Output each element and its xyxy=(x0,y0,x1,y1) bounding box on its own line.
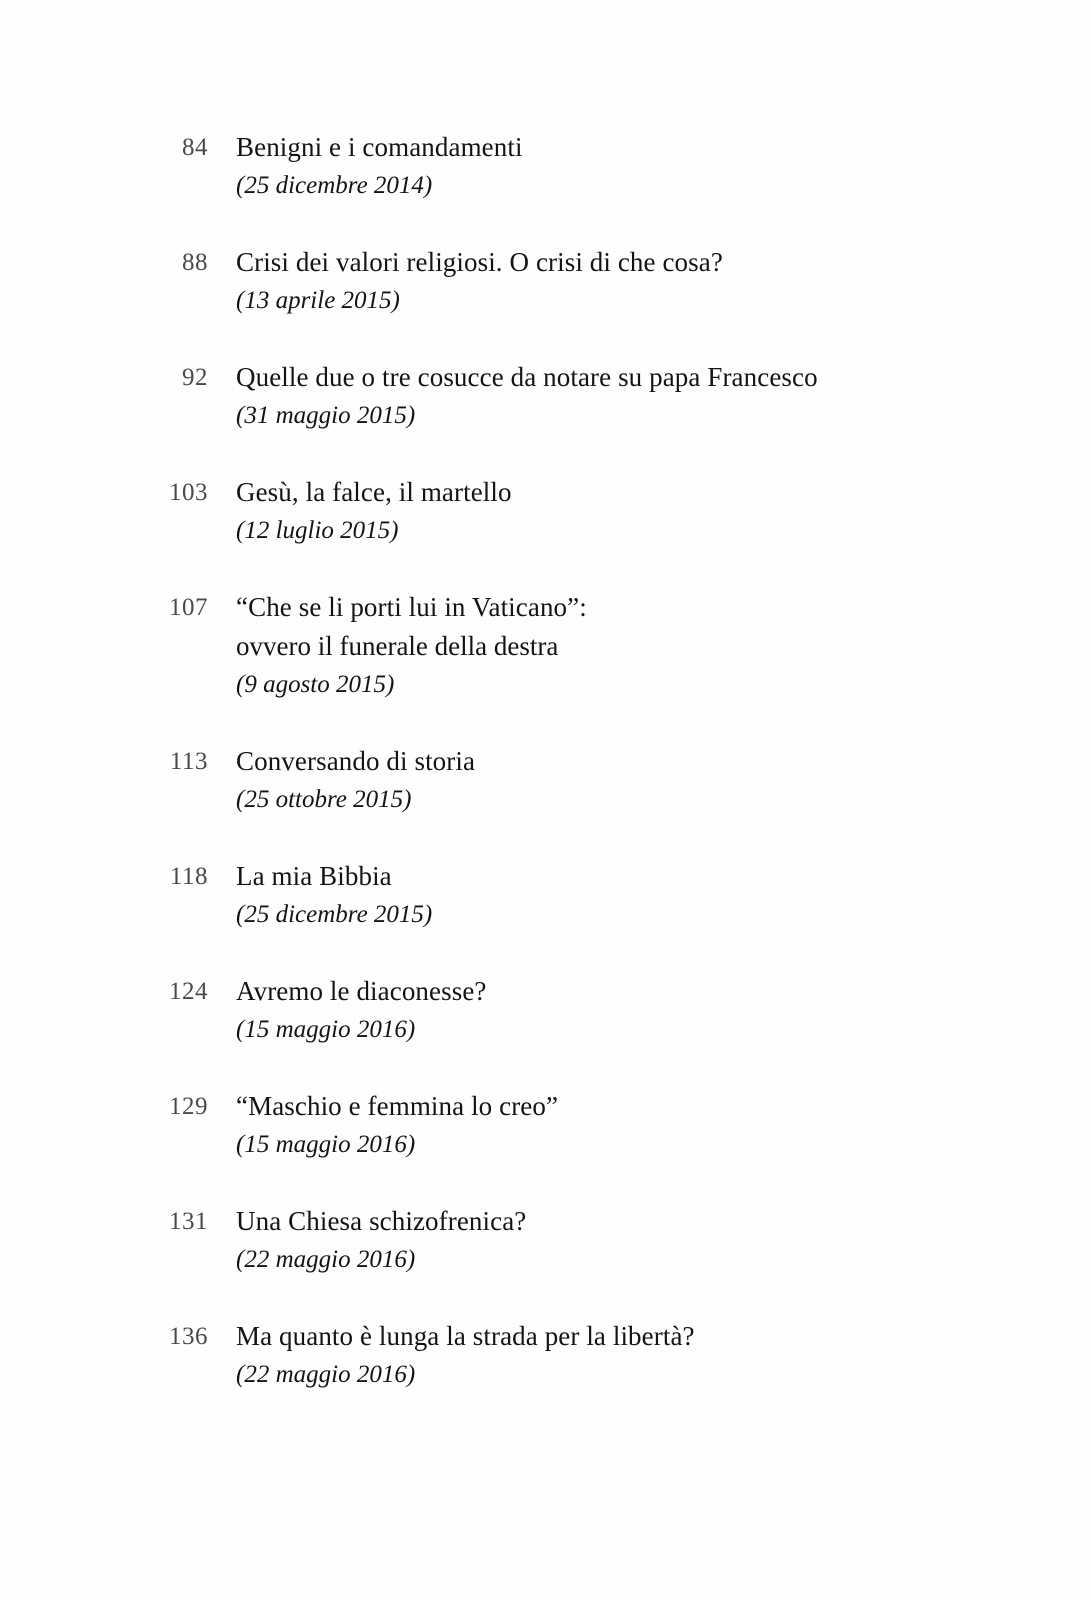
toc-entry xyxy=(140,857,960,934)
toc-entry-date: (31 maggio 2015) xyxy=(236,402,416,429)
toc-page-number: 88 xyxy=(182,249,208,276)
toc-page-number: 107 xyxy=(169,594,208,621)
toc-page-number: 103 xyxy=(169,479,208,506)
toc-entry xyxy=(140,588,960,704)
toc-entry-date: (22 maggio 2016) xyxy=(236,1361,416,1388)
toc-entry-title-line2: ovvero il funerale della destra xyxy=(236,631,559,661)
toc-entry xyxy=(140,972,960,1049)
toc-entry-date: (9 agosto 2015) xyxy=(236,671,395,698)
toc-entry-body xyxy=(226,243,960,320)
toc-entry xyxy=(140,358,960,435)
toc-entry xyxy=(140,243,960,320)
toc-entry-date: (12 luglio 2015) xyxy=(236,517,399,544)
toc-entry-body xyxy=(226,358,960,435)
toc-entry-title: Conversando di storia xyxy=(236,746,476,776)
toc-entry-date: (15 maggio 2016) xyxy=(236,1131,416,1158)
toc-page-number: 113 xyxy=(169,748,208,775)
toc-entry-title: Una Chiesa schizofrenica? xyxy=(236,1206,527,1236)
toc-entry-date: (25 dicembre 2014) xyxy=(236,172,433,199)
toc-page-number: 124 xyxy=(169,978,208,1005)
toc-entry-body xyxy=(226,972,960,1049)
toc-entry-title: Quelle due o tre cosucce da notare su papa Francesco xyxy=(236,362,818,392)
toc-entry-title: Gesù, la falce, il martello xyxy=(236,477,512,507)
toc-entry-title: Crisi dei valori religiosi. O crisi di che cosa? xyxy=(236,247,723,277)
toc-page-number: 84 xyxy=(182,134,208,161)
toc-page-number: 129 xyxy=(169,1093,208,1120)
toc-entry-body xyxy=(226,473,960,550)
toc-entry-title: Ma quanto è lunga la strada per la libertà? xyxy=(236,1321,695,1351)
toc-entry xyxy=(140,742,960,819)
toc-entry-title: La mia Bibbia xyxy=(236,861,392,891)
toc-page-number: 131 xyxy=(169,1208,208,1235)
toc-entry xyxy=(140,128,960,205)
toc-entry xyxy=(140,1317,960,1394)
toc-entry-body xyxy=(226,1202,960,1279)
toc-entry-body xyxy=(226,588,960,704)
toc-entry-body xyxy=(226,1087,960,1164)
toc-entry-title: Avremo le diaconesse? xyxy=(236,976,487,1006)
toc-page-number: 118 xyxy=(169,863,208,890)
toc-entry xyxy=(140,1087,960,1164)
toc-entry-title: Benigni e i comandamenti xyxy=(236,132,523,162)
toc-entry-body xyxy=(226,1317,960,1394)
toc-entry-body xyxy=(226,128,960,205)
toc-entry-body xyxy=(226,857,960,934)
toc-page-number: 92 xyxy=(182,364,208,391)
toc-entry-date: (15 maggio 2016) xyxy=(236,1016,416,1043)
toc-entry-body xyxy=(226,742,960,819)
toc-page-number: 136 xyxy=(169,1323,208,1350)
toc-entry xyxy=(140,473,960,550)
toc-entry-title: “Maschio e femmina lo creo” xyxy=(236,1091,559,1121)
toc-entry xyxy=(140,1202,960,1279)
toc-entry-title: “Che se li porti lui in Vaticano”: xyxy=(236,592,587,622)
toc-entry-date: (13 aprile 2015) xyxy=(236,287,400,314)
toc-entry-date: (25 ottobre 2015) xyxy=(236,786,412,813)
toc-entry-date: (22 maggio 2016) xyxy=(236,1246,416,1273)
table-of-contents xyxy=(140,128,960,1432)
toc-entry-date: (25 dicembre 2015) xyxy=(236,901,433,928)
